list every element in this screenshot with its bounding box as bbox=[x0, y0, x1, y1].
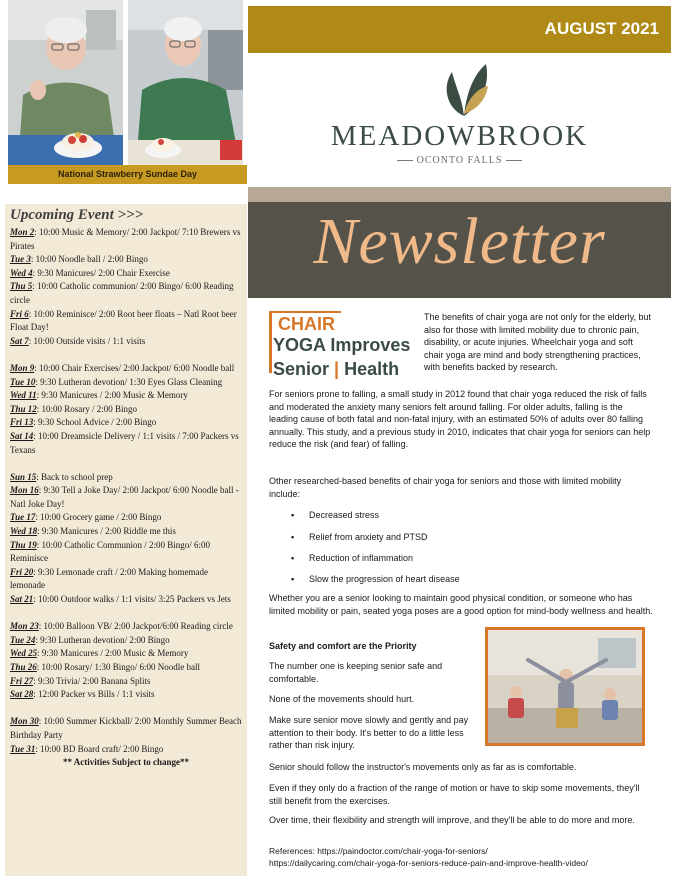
event-text: : 9:30 Tell a Joke Day/ 2:00 Jackpot/ 6:00 Noodle ball - Natl Joke Day! bbox=[10, 485, 239, 509]
event-item bbox=[10, 661, 242, 675]
event-text: : 10:00 Dreamsicle Delivery / 1:1 visits / 7:00 Packers vs Texans bbox=[10, 430, 239, 455]
graphic-health: Health bbox=[344, 359, 400, 379]
event-date: Tue 10 bbox=[10, 376, 36, 387]
safety-line-6: Over time, their flexibility and strength will improve, and they'll be able to do more and more. bbox=[269, 815, 635, 825]
bullet-item: • Decreased stress bbox=[291, 510, 380, 520]
graphic-sep: | bbox=[334, 359, 340, 379]
reference-line-2: https://dailycaring.com/chair-yoga-for-seniors-reduce-pain-and-improve-health-video/ bbox=[269, 857, 588, 868]
event-date: Wed 18 bbox=[10, 526, 38, 537]
graphic-senior: Senior bbox=[273, 359, 330, 379]
event-text: : 10:00 Music & Memory/ 2:00 Jackpot/ 7:10 Brewers vs Pirates bbox=[10, 227, 241, 251]
event-text: : 9:30 Lutheran devotion/ 1:30 Eyes Glass Cleaning bbox=[35, 376, 223, 387]
sundae-photo-right bbox=[128, 0, 243, 165]
event-item bbox=[10, 743, 242, 757]
event-date: Fri 27 bbox=[10, 675, 34, 686]
event-date: Thu 12 bbox=[10, 403, 37, 414]
event-item bbox=[10, 403, 242, 417]
article-intro: The benefits of chair yoga are not only for the elderly, but also for those with limited mobility due to chronic pain, disability, or acute injuries. Wheelchair yoga and soft chair yoga are mind and body strengthening practices, with benefits backed by research. bbox=[424, 312, 651, 372]
reference-line-1: References: https://paindoctor.com/chair-yoga-for-seniors/ bbox=[269, 846, 488, 856]
event-date: Wed 25 bbox=[10, 648, 38, 659]
event-item bbox=[10, 253, 242, 267]
safety-line-5: Even if they only do a fraction of the range of motion or have to skip some movements, they'll still benefit from the exercises. bbox=[269, 783, 640, 806]
event-item bbox=[10, 484, 242, 511]
event-text: : 10:00 Outside visits / 1:1 visits bbox=[28, 335, 146, 346]
event-text: : 9:30 Manicures/ 2:00 Chair Exercise bbox=[32, 267, 170, 278]
event-date: Wed 11 bbox=[10, 390, 37, 401]
event-date: Sat 21 bbox=[10, 594, 34, 605]
event-text: : 9:30 Lemonade craft / 2:00 Making homemade lemonade bbox=[10, 566, 208, 591]
article-paragraph-falls: For seniors prone to falling, a small study in 2012 found that chair yoga reduced the risk of falls and moderated the anxiety many seniors felt around falling. For older adults, falling is the leading cause of both fatal and non-fatal injury, with an estimated 50% of adults over 80 falling annually. This study, and a previous study in 2010, indicates that chair yoga for seniors can help reduce the risk (and fear) of falling. bbox=[269, 389, 651, 449]
event-item bbox=[10, 511, 242, 525]
event-item bbox=[10, 389, 242, 403]
event-item bbox=[10, 376, 242, 390]
event-text: : 10:00 Rosary/ 1:30 Bingo/ 6:00 Noodle ball bbox=[36, 662, 201, 672]
event-item bbox=[10, 416, 242, 430]
event-date: Sat 28 bbox=[10, 689, 34, 700]
event-item bbox=[10, 525, 242, 539]
event-date: Tue 3 bbox=[10, 254, 31, 265]
chair-yoga-photo bbox=[485, 627, 645, 746]
event-date: Tue 24 bbox=[10, 634, 36, 645]
event-item bbox=[10, 335, 242, 349]
graphic-line-yoga: YOGA Improves bbox=[273, 335, 411, 355]
event-item bbox=[10, 362, 242, 376]
article-paragraph-benefits: Other researched-based benefits of chair yoga for seniors and those with limited mobility include: bbox=[269, 476, 622, 499]
event-text: : 10:00 Reminisce/ 2:00 Root beer floats – Natl Root beer Float Day! bbox=[10, 308, 237, 333]
graphic-line-senior bbox=[269, 358, 399, 380]
event-item bbox=[10, 675, 242, 689]
event-date: Mon 9 bbox=[10, 362, 35, 373]
article-paragraph-option: Whether you are a senior looking to maintain good physical condition, or someone who has limited mobility or pain, seated yoga poses are a good option for mind-body wellness and health. bbox=[269, 593, 653, 616]
header-divider bbox=[248, 187, 671, 202]
event-item bbox=[10, 688, 242, 702]
event-group-gap bbox=[10, 607, 242, 621]
event-text: : 10:00 Balloon VB/ 2:00 Jackpot/6:00 Reading circle bbox=[38, 621, 233, 632]
event-text: : 10:00 Outdoor walks / 1:1 visits/ 3:25 Packers vs Jets bbox=[33, 594, 231, 605]
upcoming-events-heading: Upcoming Event >>> bbox=[10, 207, 144, 223]
event-item bbox=[10, 539, 242, 566]
event-item bbox=[10, 634, 242, 648]
event-text: : 9:30 Trivia/ 2:00 Banana Splits bbox=[33, 675, 151, 686]
event-item bbox=[10, 471, 242, 485]
event-date: Mon 23 bbox=[10, 621, 39, 632]
event-date: Sun 15 bbox=[10, 471, 37, 482]
safety-line-1: The number one is keeping senior safe and comfortable. bbox=[269, 661, 443, 684]
event-text: : 10:00 Summer Kickball/ 2:00 Monthly Summer Beach Birthday Party bbox=[10, 716, 242, 740]
event-date: Sat 7 bbox=[10, 335, 29, 346]
event-item bbox=[10, 280, 242, 307]
month-bar bbox=[248, 6, 671, 53]
safety-heading: Safety and comfort are the Priority bbox=[269, 641, 417, 651]
event-group-gap bbox=[10, 457, 242, 471]
event-date: Thu 19 bbox=[10, 539, 37, 550]
event-group-gap bbox=[10, 348, 242, 362]
event-text: : 10:00 Grocery game / 2:00 Bingo bbox=[35, 512, 162, 523]
upcoming-events-sidebar bbox=[5, 204, 247, 876]
events-list bbox=[10, 226, 242, 756]
event-date: Fri 6 bbox=[10, 308, 29, 319]
event-date: Thu 5 bbox=[10, 281, 33, 292]
event-item bbox=[10, 308, 242, 335]
newsletter-title: Newsletter bbox=[313, 205, 606, 278]
event-item bbox=[10, 593, 242, 607]
event-text: : 9:30 Lutheran devotion/ 2:00 Bingo bbox=[35, 634, 170, 645]
sundae-photo-left bbox=[8, 0, 123, 165]
brand-name: MEADOWBROOK bbox=[330, 120, 589, 152]
event-group-gap bbox=[10, 702, 242, 716]
event-item bbox=[10, 430, 242, 457]
event-text: : 9:30 Manicures / 2:00 Riddle me this bbox=[37, 526, 176, 537]
event-item bbox=[10, 226, 242, 253]
event-item bbox=[10, 647, 242, 661]
event-date: Mon 16 bbox=[10, 485, 39, 496]
bullet-item: • Relief from anxiety and PTSD bbox=[291, 532, 428, 542]
event-text: : 9:30 Manicures / 2:00 Music & Memory bbox=[37, 648, 189, 659]
event-text: : 10:00 Catholic Communion / 2:00 Bingo/ 6:00 Reminisce bbox=[10, 539, 211, 564]
newsletter-banner bbox=[248, 202, 671, 298]
event-date: Mon 30 bbox=[10, 716, 39, 727]
event-item bbox=[10, 566, 242, 593]
safety-line-2: None of the movements should hurt. bbox=[269, 694, 415, 704]
event-text: : 12:00 Packer vs Bills / 1:1 visits bbox=[33, 689, 155, 700]
graphic-line-chair: CHAIR bbox=[269, 311, 341, 335]
event-text: : 10:00 Noodle ball / 2:00 Bingo bbox=[30, 254, 148, 265]
event-text: : 9:30 School Advice / 2:00 Bingo bbox=[33, 417, 157, 428]
chair-yoga-graphic bbox=[269, 311, 419, 383]
event-text: : 9:30 Manicures / 2:00 Music & Memory bbox=[36, 390, 188, 401]
event-date: Thu 26 bbox=[10, 662, 37, 672]
event-text: : 10:00 BD Board craft/ 2:00 Bingo bbox=[35, 743, 164, 754]
event-item bbox=[10, 620, 242, 634]
event-text: : 10:00 Chair Exercises/ 2:00 Jackpot/ 6:00 Noodle ball bbox=[34, 362, 235, 373]
event-date: Fri 13 bbox=[10, 417, 34, 428]
event-date: Tue 31 bbox=[10, 743, 36, 754]
meadowbrook-leaf-logo bbox=[438, 58, 493, 123]
month-label: AUGUST 2021 bbox=[544, 19, 659, 38]
bullet-item: • Reduction of inflammation bbox=[291, 553, 414, 563]
activities-note: ** Activities Subject to change** bbox=[63, 757, 189, 768]
event-date: Mon 2 bbox=[10, 227, 35, 237]
photo-caption: National Strawberry Sundae Day bbox=[8, 165, 247, 184]
event-date: Tue 17 bbox=[10, 512, 36, 523]
brand-sub-text: OCONTO FALLS bbox=[416, 155, 503, 166]
event-item bbox=[10, 267, 242, 281]
event-date: Wed 4 bbox=[10, 267, 33, 278]
event-item bbox=[10, 715, 242, 742]
safety-line-4: Senior should follow the instructor's movements only as far as is comfortable. bbox=[269, 762, 577, 772]
event-text: : 10:00 Catholic communion/ 2:00 Bingo/ 6:00 Reading circle bbox=[10, 281, 234, 305]
event-date: Fri 20 bbox=[10, 566, 34, 577]
event-text: : Back to school prep bbox=[36, 471, 113, 482]
references bbox=[269, 846, 659, 869]
event-text: : 10:00 Rosary / 2:00 Bingo bbox=[36, 403, 138, 414]
event-date: Sat 14 bbox=[10, 430, 34, 441]
safety-line-3: Make sure senior move slowly and gently and pay attention to their body. It's better to do a little less rather than risk injury. bbox=[269, 715, 469, 750]
brand-subtitle bbox=[248, 155, 671, 166]
bullet-item: • Slow the progression of heart disease bbox=[291, 574, 460, 584]
